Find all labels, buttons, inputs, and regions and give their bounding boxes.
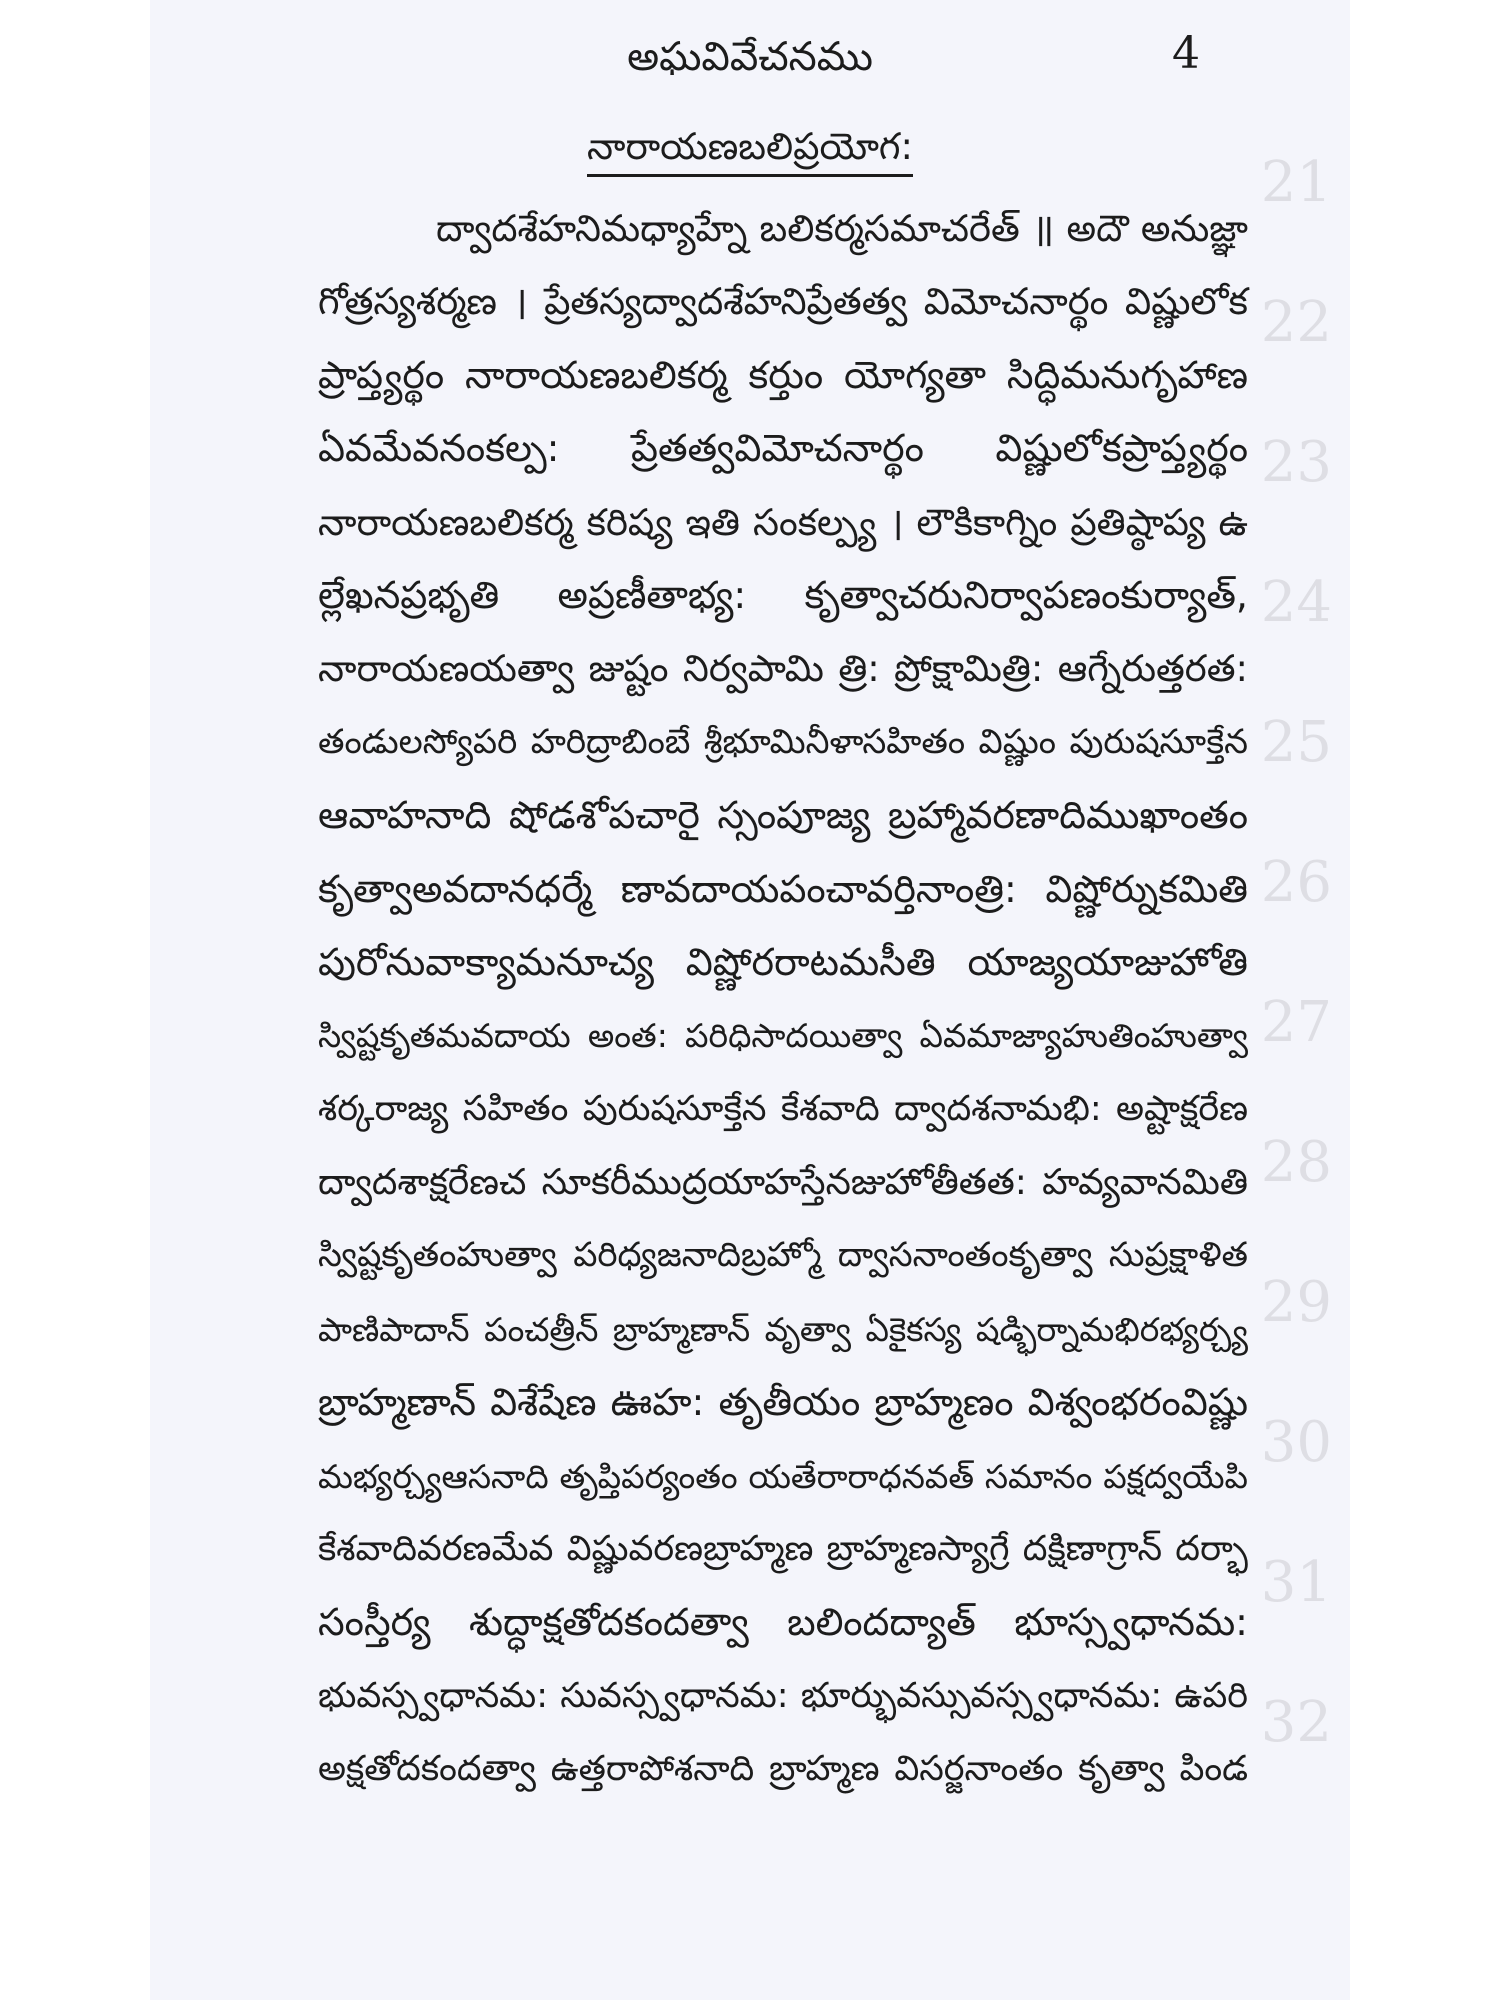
text-line: శర్కరాజ్య సహితం పురుషసూక్తేన కేశవాది ద్వాదశనామభి: అష్టాక్షరేణ <box>318 1088 1248 1129</box>
text-line: ల్లేఖనప్రభృతి అప్రణీతాభ్య: కృత్వాచరునిర్వాపణంకుర్యాత్, <box>318 572 1248 617</box>
reverse-page-bleed-through: 21 22 23 24 25 26 27 28 29 30 31 32 <box>1260 150 1332 1755</box>
text-line: ఆవాహనాది షోడశోపచారై స్సంపూజ్య బ్రహ్మావరణాదిముఖాంతం <box>318 793 1248 838</box>
text-line: సంస్తీర్య శుద్ధాక్షతోదకందత్వా బలిందద్యాత్ భూస్స్వధానమ: <box>318 1600 1248 1645</box>
text-line: కృత్వాఅవదానధర్మే ణావదాయపంచావర్తినాంత్రి: విష్ణోర్నుకమితి <box>318 866 1248 911</box>
text-line: పాణిపాదాన్ పంచత్రీన్ బ్రాహ్మణాన్ వృత్వా ఏకైకస్య షడ్భిర్నామభిరభ్యర్చ్య <box>318 1309 1248 1349</box>
book-page <box>150 0 1350 2000</box>
text-line: నారాయణయత్వా జుష్టం నిర్వపామి త్రి: ప్రోక్షామిత్రి: ఆగ్నేరుత్తరత: <box>318 647 1248 691</box>
page-number: 4 <box>1172 28 1200 79</box>
text-line: ప్రాప్త్యర్థం నారాయణబలికర్మ కర్తుం యోగ్యతా సిద్ధిమనుగృహాణ <box>318 352 1248 397</box>
running-head: అఘవివేచనము <box>627 34 873 80</box>
text-line: ఏవమేవనంకల్ప: ప్రేతత్వవిమోచనార్థం విష్ణులోకప్రాప్త్యర్థం <box>318 426 1248 471</box>
text-line: తండులస్యోపరి హరిద్రాబింబే శ్రీభూమినీళాసహితం విష్ణుం పురుషసూక్తేన <box>318 721 1248 762</box>
text-line: పురోనువాక్యామనూచ్య విష్ణోరరాటమసీతి యాజ్యయాజుహోతి <box>318 939 1248 984</box>
page-header <box>150 28 1350 98</box>
text-line: అక్షతోదకందత్వా ఉత్తరాపోశనాది బ్రాహ్మణ విసర్జనాంతం కృత్వా పిండ <box>318 1749 1248 1790</box>
text-line: మభ్యర్చ్యఆసనాది తృప్తిపర్యంతం యతేరారాధనవత్ సమానం పక్షద్వయేపి <box>318 1456 1248 1496</box>
text-line: స్విష్టకృతమవదాయ అంత: పరిధిసాదయిత్వా ఏవమాజ్యాహుతింహుత్వా <box>318 1016 1248 1056</box>
body-text <box>318 192 1248 1807</box>
text-line: కేశవాదివరణమేవ విష్ణువరణబ్రాహ్మణ బ్రాహ్మణస్యాగ్రే దక్షిణాగ్రాన్ దర్భా <box>318 1529 1248 1570</box>
text-line: స్విష్టకృతంహుత్వా పరిధ్యజనాదిబ్రహ్మో ద్వాసనాంతంకృత్వా సుప్రక్షాళిత <box>318 1235 1248 1276</box>
text-line: నారాయణబలికర్మ కరిష్య ఇతి సంకల్ప్య । లౌకికాగ్నిం ప్రతిష్ఠాప్య ఉ <box>318 500 1248 544</box>
section-title-text: నారాయణబలిప్రయోగ: <box>587 125 913 177</box>
text-line: భువస్స్వధానమ: సువస్స్వధానమ: భూర్భువస్సువస్స్వధానమ: ఉపరి <box>318 1675 1248 1716</box>
text-line: ద్వాదశేహనిమధ్యాహ్నే బలికర్మసమాచరేత్ ॥ అదౌ అనుజ్ఞా <box>436 207 1248 250</box>
text-line: బ్రాహ్మణాన్ విశేషేణ ఊహ: తృతీయం బ్రాహ్మణం విశ్వంభరంవిష్ణు <box>318 1380 1248 1425</box>
section-title <box>150 125 1350 177</box>
text-line: గోత్రస్యశర్మణ । ప్రేతస్యద్వాదశేహనిప్రేతత్వ విమోచనార్థం విష్ణులోక <box>318 280 1248 324</box>
text-line: ద్వాదశాక్షరేణచ సూకరీముద్రయాహస్తేనజుహోతీతత: హవ్యవానమితి <box>318 1162 1248 1204</box>
